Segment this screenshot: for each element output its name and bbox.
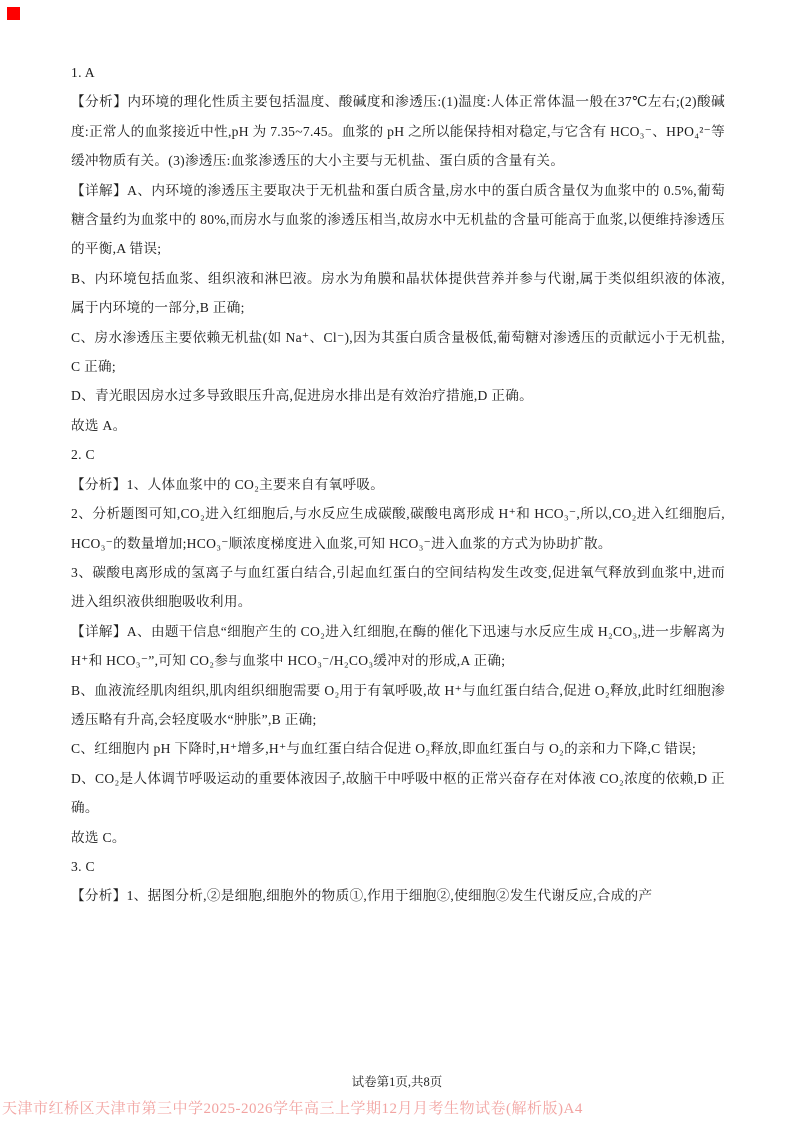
paragraph: 故选 C。 (71, 829, 126, 845)
paragraph: 【分析】1、据图分析,②是细胞,细胞外的物质①,作用于细胞②,使细胞②发生代谢反应,合成的产 (71, 888, 653, 904)
paragraph: D、CO₂是人体调节呼吸运动的重要体液因子,故脑干中呼吸中枢的正常兴奋存在对体液 CO₂浓度的依赖,D 正确。 (71, 770, 725, 816)
watermark-exam-title: 天津市红桥区天津市第三中学2025-2026学年高三上学期12月月考生物试卷(解析版)A4 (2, 1101, 583, 1117)
paragraph: 3. C (71, 858, 95, 874)
footer-page-number: 试卷第1页,共8页 (351, 1075, 443, 1089)
paragraph: 2. C (71, 447, 95, 463)
paragraph: B、内环境包括血浆、组织液和淋巴液。房水为角膜和晶状体提供营养并参与代谢,属于类似组织液的体液,属于内环境的一部分,B 正确; (71, 270, 725, 316)
paragraph: C、房水渗透压主要依赖无机盐(如 Na⁺、Cl⁻),因为其蛋白质含量极低,葡萄糖对渗透压的贡献远小于无机盐,C 正确; (71, 329, 725, 375)
document-body (71, 58, 725, 911)
red-corner-marker (7, 7, 20, 20)
paragraph: 1. A (71, 65, 95, 80)
paragraph: 故选 A。 (71, 417, 127, 433)
paragraph: 【详解】A、由题干信息“细胞产生的 CO₂进入红细胞,在酶的催化下迅速与水反应生成 H₂CO₃,进一步解离为 H⁺和 HCO₃⁻”,可知 CO₂参与血浆中 HCO₃⁻/H₂CO₃缓冲对的形成,A 正确; (71, 623, 725, 669)
paragraph: 2、分析题图可知,CO₂进入红细胞后,与水反应生成碳酸,碳酸电离形成 H⁺和 HCO₃⁻,所以,CO₂进入红细胞后,HCO₃⁻的数量增加;HCO₃⁻顺浓度梯度进入血浆,可知 HCO₃⁻进入血浆的方式为协助扩散。 (71, 506, 725, 551)
paragraph: C、红细胞内 pH 下降时,H⁺增多,H⁺与血红蛋白结合促进 O₂释放,即血红蛋白与 O₂的亲和力下降,C 错误; (71, 741, 697, 757)
paragraph: 【详解】A、内环境的渗透压主要取决于无机盐和蛋白质含量,房水中的蛋白质含量仅为血浆中的 0.5%,葡萄糖含量约为血浆中的 80%,而房水与血浆的渗透压相当,故房水中无机盐的含量可能高于血浆,以便维持渗透压的平衡,A 错误; (71, 182, 725, 257)
paragraph: D、青光眼因房水过多导致眼压升高,促进房水排出是有效治疗措施,D 正确。 (71, 388, 534, 404)
paragraph: B、血液流经肌肉组织,肌肉组织细胞需要 O₂用于有氧呼吸,故 H⁺与血红蛋白结合,促进 O₂释放,此时红细胞渗透压略有升高,会轻度吸水“肿胀”,B 正确; (71, 682, 725, 727)
paragraph: 【分析】1、人体血浆中的 CO₂主要来自有氧呼吸。 (71, 476, 385, 492)
paragraph: 【分析】内环境的理化性质主要包括温度、酸碱度和渗透压:(1)温度:人体正常体温一般在37℃左右;(2)酸碱度:正常人的血浆接近中性,pH 为 7.35~7.45。血浆的 pH 之所以能保持相对稳定,与它含有 HCO₃⁻、HPO₄²⁻等缓冲物质有关。(3)渗透压:血浆渗透压的大小主要与无机盐、蛋白质的含量有关。 (71, 94, 725, 169)
paragraph: 3、碳酸电离形成的氢离子与血红蛋白结合,引起血红蛋白的空间结构发生改变,促进氧气释放到血浆中,进而进入组织液供细胞吸收利用。 (71, 564, 725, 610)
